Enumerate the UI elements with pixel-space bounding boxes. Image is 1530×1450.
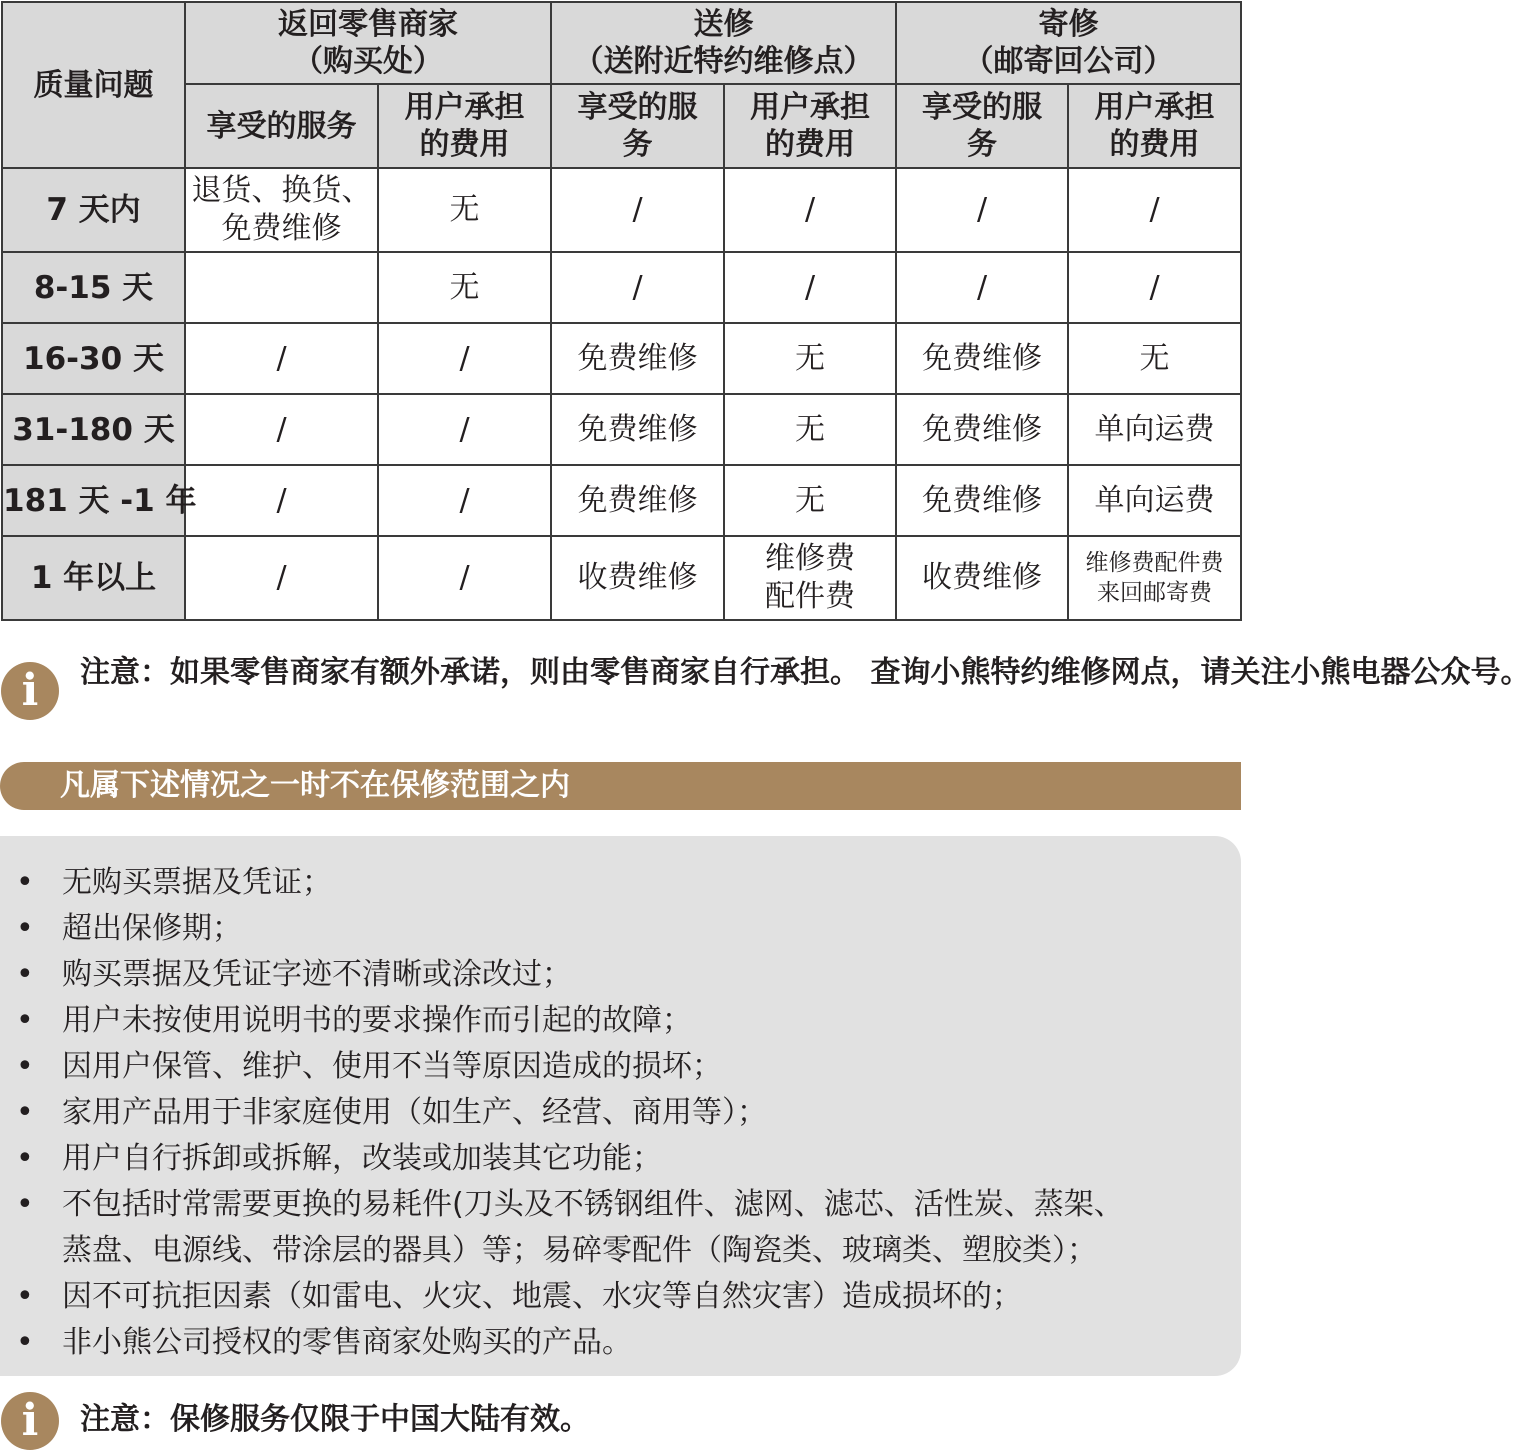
bullet: •: [16, 1187, 34, 1222]
table-cell: 退货、换货、 免费维修: [185, 168, 378, 252]
exclusions-banner: [0, 762, 1241, 810]
table-cell: /: [378, 465, 551, 536]
table-row: [2, 252, 1241, 323]
table-cell: /: [1068, 168, 1241, 252]
list-item-text: 不包括时常需要更换的易耗件(刀头及不锈钢组件、滤网、滤芯、活性炭、蒸架、 蒸盘、电源线、带涂层的器具）等；易碎零配件（陶瓷类、玻璃类、塑胶类）；: [62, 1187, 1124, 1268]
exclusions-banner-title: 凡属下述情况之一时不在保修范围之内: [60, 768, 570, 803]
table-cell: 单向运费: [1068, 465, 1241, 536]
list-item: [0, 906, 1241, 952]
table-cell: 单向运费: [1068, 394, 1241, 465]
table-cell: /: [185, 465, 378, 536]
table-cell: 无: [1068, 323, 1241, 394]
table-cell: [185, 252, 378, 323]
list-item-text: 非小熊公司授权的零售商家处购买的产品。: [62, 1325, 632, 1360]
bullet: •: [16, 1279, 34, 1314]
bullet: •: [16, 957, 34, 992]
list-item: [0, 1320, 1241, 1366]
list-item-text: 用户未按使用说明书的要求操作而引起的故障；: [62, 1003, 692, 1038]
list-item: [0, 952, 1241, 998]
table-cell: /: [1068, 252, 1241, 323]
table-cell: /: [185, 394, 378, 465]
subheader-service-mail: 享受的服 务: [896, 84, 1068, 168]
table-cell: 维修费配件费 来回邮寄费: [1068, 536, 1241, 620]
table-cell: /: [378, 323, 551, 394]
header-return-to-retailer: 返回零售商家 （购买处）: [185, 2, 551, 84]
subheader-service-return: 享受的服务: [185, 84, 378, 168]
table-cell: 免费维修: [551, 394, 724, 465]
list-item-text: 用户自行拆卸或拆解，改装或加装其它功能；: [62, 1141, 662, 1176]
row-label: 31-180 天: [2, 394, 185, 465]
info-icon: i: [1, 662, 59, 720]
table-cell: 无: [378, 168, 551, 252]
table-row: [2, 168, 1241, 252]
header-quality-issue: 质量问题: [2, 2, 185, 168]
list-item: [0, 860, 1241, 906]
info-icon: i: [1, 1392, 59, 1450]
list-item-text: 家用产品用于非家庭使用（如生产、经营、商用等）；: [62, 1095, 767, 1130]
warranty-table: [1, 1, 1242, 621]
table-cell: /: [551, 168, 724, 252]
retailer-note-text: 注意：如果零售商家有额外承诺，则由零售商家自行承担。 查询小熊特约维修网点，请关注小熊电器公众号。: [80, 655, 1530, 690]
table-cell: /: [896, 168, 1068, 252]
table-cell: 无: [724, 323, 896, 394]
table-cell: 无: [724, 394, 896, 465]
list-item: [0, 1182, 1241, 1274]
table-row: [2, 394, 1241, 465]
table-cell: /: [185, 323, 378, 394]
list-item: [0, 1090, 1241, 1136]
table-row: [2, 323, 1241, 394]
row-label: 16-30 天: [2, 323, 185, 394]
exclusions-list: [0, 836, 1241, 1366]
table-cell: /: [185, 536, 378, 620]
subheader-cost-return: 用户承担 的费用: [378, 84, 551, 168]
bullet: •: [16, 1095, 34, 1130]
table-cell: /: [378, 394, 551, 465]
table-cell: 收费维修: [896, 536, 1068, 620]
list-item: [0, 1044, 1241, 1090]
bullet: •: [16, 1049, 34, 1084]
table-cell: 免费维修: [551, 465, 724, 536]
row-label: 8-15 天: [2, 252, 185, 323]
table-row: [2, 465, 1241, 536]
region-note-text: 注意：保修服务仅限于中国大陆有效。: [80, 1402, 590, 1437]
list-item-text: 因用户保管、维护、使用不当等原因造成的损坏；: [62, 1049, 722, 1084]
table-cell: /: [724, 168, 896, 252]
bullet: •: [16, 1325, 34, 1360]
list-item-text: 无购买票据及凭证；: [62, 865, 332, 900]
list-item: [0, 1274, 1241, 1320]
table-cell: 免费维修: [896, 323, 1068, 394]
list-item-text: 因不可抗拒因素（如雷电、火灾、地震、水灾等自然灾害）造成损坏的；: [62, 1279, 1022, 1314]
table-cell: 免费维修: [551, 323, 724, 394]
bullet: •: [16, 865, 34, 900]
table-cell: 维修费 配件费: [724, 536, 896, 620]
list-item-text: 购买票据及凭证字迹不清晰或涂改过；: [62, 957, 572, 992]
bullet: •: [16, 1003, 34, 1038]
subheader-service-repair: 享受的服 务: [551, 84, 724, 168]
table-cell: /: [896, 252, 1068, 323]
list-item-text: 超出保修期；: [62, 911, 242, 946]
list-item: [0, 1136, 1241, 1182]
table-cell: /: [724, 252, 896, 323]
row-label: 1 年以上: [2, 536, 185, 620]
list-item: [0, 998, 1241, 1044]
row-label: 181 天 -1 年: [2, 465, 185, 536]
table-cell: 免费维修: [896, 394, 1068, 465]
subheader-cost-mail: 用户承担 的费用: [1068, 84, 1241, 168]
bullet: •: [16, 911, 34, 946]
exclusions-panel: [0, 836, 1241, 1376]
bullet: •: [16, 1141, 34, 1176]
header-send-for-repair: 送修 （送附近特约维修点）: [551, 2, 896, 84]
table-cell: 免费维修: [896, 465, 1068, 536]
table-cell: /: [378, 536, 551, 620]
subheader-cost-repair: 用户承担 的费用: [724, 84, 896, 168]
table-cell: 无: [378, 252, 551, 323]
table-cell: /: [551, 252, 724, 323]
table-row: [2, 536, 1241, 620]
table-cell: 无: [724, 465, 896, 536]
table-cell: 收费维修: [551, 536, 724, 620]
row-label: 7 天内: [2, 168, 185, 252]
header-mail-repair: 寄修 （邮寄回公司）: [896, 2, 1241, 84]
